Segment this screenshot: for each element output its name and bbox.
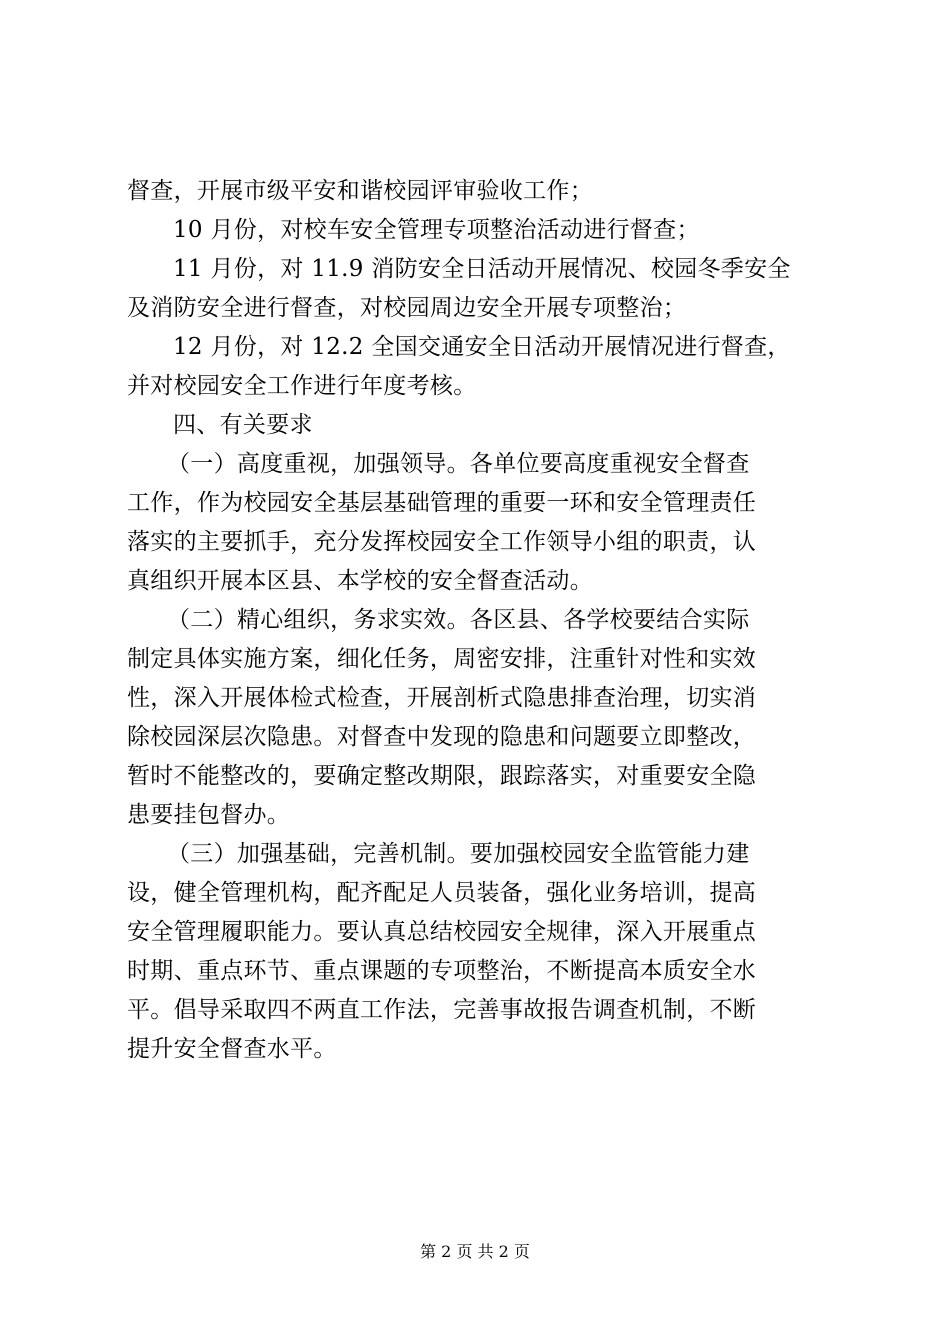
text-line: 并对校园安全工作进行年度考核。 bbox=[127, 373, 477, 399]
text-line: 安全管理履职能力。要认真总结校园安全规律，深入开展重点 bbox=[127, 919, 757, 945]
text-line: 及消防安全进行督查，对校园周边安全开展专项整治； bbox=[127, 295, 687, 321]
page-number-footer: 第 2 页 共 2 页 bbox=[420, 1242, 530, 1261]
section-heading: 四、有关要求 bbox=[173, 412, 313, 438]
text-line: 制定具体实施方案，细化任务，周密安排，注重针对性和实效 bbox=[127, 646, 757, 672]
text-line: （二）精心组织，务求实效。各区县、各学校要结合实际 bbox=[167, 607, 750, 633]
text-line: 除校园深层次隐患。对督查中发现的隐患和问题要立即整改， bbox=[127, 724, 757, 750]
text-line: 时期、重点环节、重点课题的专项整治，不断提高本质安全水 bbox=[127, 958, 757, 984]
document-body bbox=[127, 172, 837, 1069]
text-line: 落实的主要抓手，充分发挥校园安全工作领导小组的职责，认 bbox=[127, 529, 757, 555]
text-line: 提升安全督查水平。 bbox=[127, 1036, 337, 1062]
text-line: 平。倡导采取四不两直工作法，完善事故报告调查机制，不断 bbox=[127, 997, 757, 1023]
text-line: 患要挂包督办。 bbox=[127, 802, 291, 828]
text-line: 暂时不能整改的，要确定整改期限，跟踪落实，对重要安全隐 bbox=[127, 763, 757, 789]
text-line: 11 月份，对 11.9 消防安全日活动开展情况、校园冬季安全 bbox=[173, 256, 791, 282]
text-line: （一）高度重视，加强领导。各单位要高度重视安全督查 bbox=[167, 451, 750, 477]
text-line: 10 月份，对校车安全管理专项整治活动进行督查； bbox=[173, 217, 700, 243]
text-line: 性，深入开展体检式检查，开展剖析式隐患排查治理，切实消 bbox=[127, 685, 757, 711]
text-line: 真组织开展本区县、本学校的安全督查活动。 bbox=[127, 568, 593, 594]
text-line: 工作，作为校园安全基层基础管理的重要一环和安全管理责任 bbox=[127, 490, 757, 516]
text-line: 督查，开展市级平安和谐校园评审验收工作； bbox=[127, 178, 593, 204]
text-line: 12 月份，对 12.2 全国交通安全日活动开展情况进行督查， bbox=[173, 334, 791, 360]
text-line: 设，健全管理机构，配齐配足人员装备，强化业务培训，提高 bbox=[127, 880, 757, 906]
text-line: （三）加强基础，完善机制。要加强校园安全监管能力建 bbox=[167, 841, 750, 867]
